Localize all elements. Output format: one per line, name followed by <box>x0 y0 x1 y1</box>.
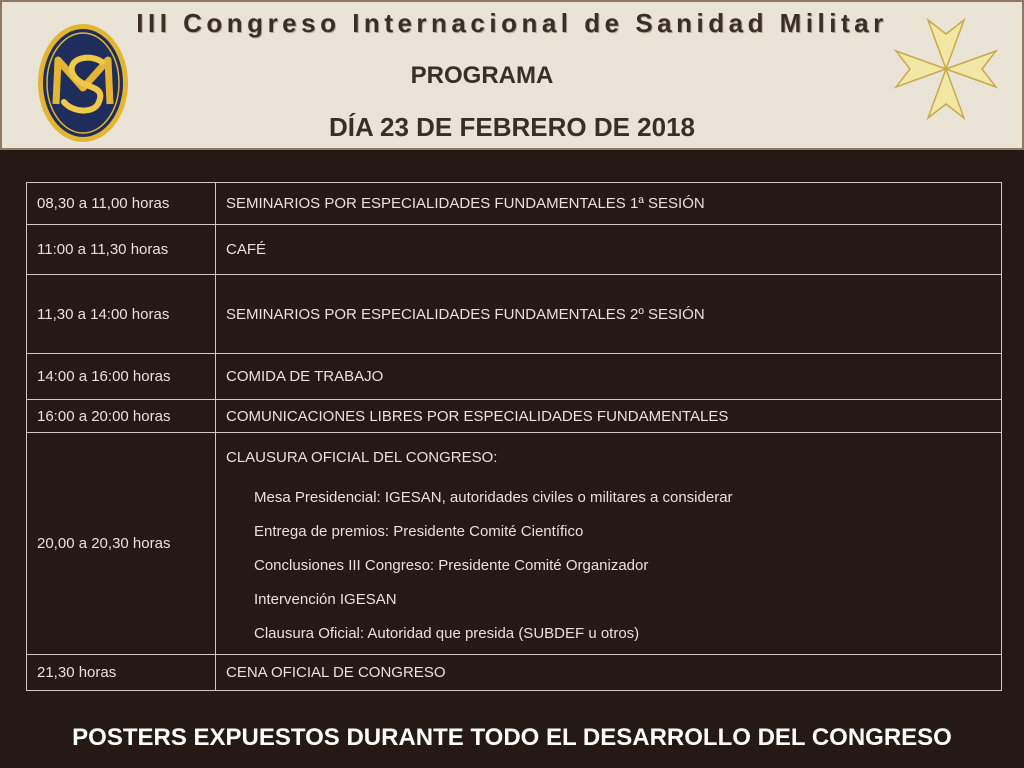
program-heading: PROGRAMA <box>410 62 554 89</box>
list-item: Intervención IGESAN <box>254 590 397 608</box>
activity-cell: COMUNICACIONES LIBRES POR ESPECIALIDADES FUNDAMENTALES <box>216 400 1002 433</box>
activity-cell: SEMINARIOS POR ESPECIALIDADES FUNDAMENTALES 1ª SESIÓN <box>216 183 1002 225</box>
activity-cell: CENA OFICIAL DE CONGRESO <box>216 655 1002 691</box>
activity-cell: COMIDA DE TRABAJO <box>216 354 1002 400</box>
table-row <box>27 433 1002 655</box>
list-item: Conclusiones III Congreso: Presidente Comité Organizador <box>254 556 649 574</box>
activity-cell: SEMINARIOS POR ESPECIALIDADES FUNDAMENTALES 2º SESIÓN <box>216 275 1002 354</box>
program-schedule-table <box>26 182 1002 691</box>
time-cell: 08,30 a 11,00 horas <box>27 183 216 225</box>
time-cell: 21,30 horas <box>27 655 216 691</box>
time-cell: 11,30 a 14:00 horas <box>27 275 216 354</box>
date-heading: DÍA 23 DE FEBRERO DE 2018 <box>328 112 696 142</box>
time-cell: 14:00 a 16:00 horas <box>27 354 216 400</box>
congress-title: III Congreso Internacional de Sanidad Militar <box>136 8 888 38</box>
time-cell: 16:00 a 20:00 horas <box>27 400 216 433</box>
time-cell: 20,00 a 20,30 horas <box>27 433 216 655</box>
table-row <box>27 183 1002 225</box>
closing-ceremony-list <box>226 481 991 651</box>
list-item: Entrega de premios: Presidente Comité Científico <box>254 522 584 540</box>
posters-notice: POSTERS EXPUESTOS DURANTE TODO EL DESARROLLO DEL CONGRESO <box>72 724 952 751</box>
activity-cell <box>216 433 1002 655</box>
maltese-cross-icon <box>892 16 1000 122</box>
table-row <box>27 655 1002 691</box>
list-item: Clausura Oficial: Autoridad que presida (SUBDEF u otros) <box>254 624 640 642</box>
time-cell: 11:00 a 11,30 horas <box>27 225 216 275</box>
list-item: Mesa Presidencial: IGESAN, autoridades civiles o militares a considerar <box>254 488 733 506</box>
table-row <box>27 400 1002 433</box>
header-banner <box>0 0 1024 150</box>
table-row <box>27 354 1002 400</box>
table-row <box>27 225 1002 275</box>
table-row <box>27 275 1002 354</box>
closing-ceremony-title: CLAUSURA OFICIAL DEL CONGRESO: <box>226 448 498 466</box>
activity-cell: CAFÉ <box>216 225 1002 275</box>
